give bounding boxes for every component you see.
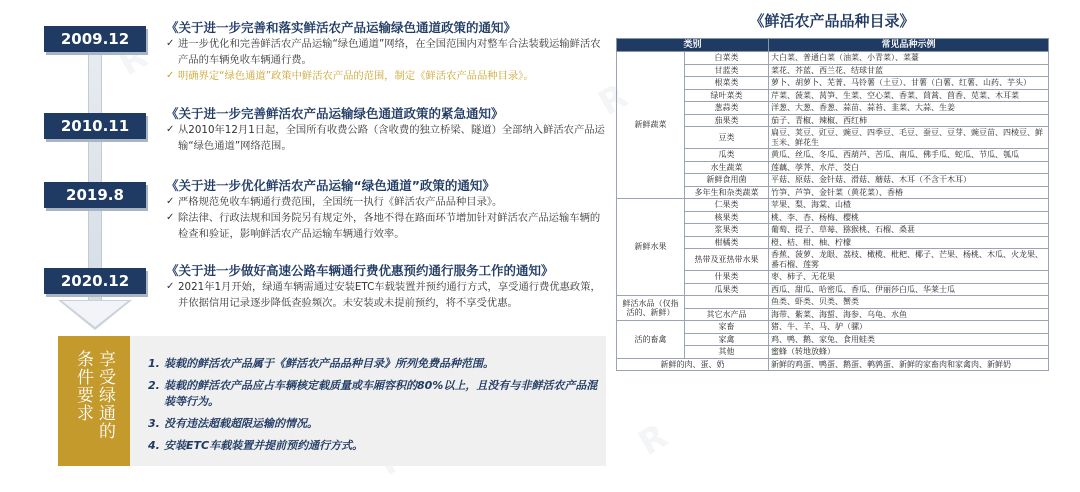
year-badge: 2010.11 [44,113,146,139]
subcategory-cell: 绿叶菜类 [685,89,769,102]
examples-cell: 洋葱、大葱、香葱、蒜苗、蒜苔、韭菜、大蒜、生姜 [769,102,1049,115]
subcategory-cell: 核果类 [685,211,769,224]
check-icon: ✓ [166,70,175,81]
event-item: ✓ 进一步优化和完善鲜活农产品运输“绿色通道”网络，在全国范围内对整车合法装载运输鲜活农产品的车辆免收车辆通行费。 [166,38,601,66]
conditions-label [58,336,130,466]
header-examples: 常见品种示例 [769,39,1049,52]
category-cell: 活的畜禽 [617,321,685,359]
conditions-label-line2: 条件要求 [73,350,93,422]
check-icon: ✓ [166,196,175,207]
subcategory-cell: 热带及亚热带水果 [685,249,769,271]
event-title: 《关于进一步做好高速公路车辆通行费优惠预约通行服务工作的通知》 [166,263,554,278]
subcategory-cell: 甘蓝类 [685,64,769,77]
examples-cell: 大白菜、普通白菜（油菜、小青菜）、菜薹 [769,52,1049,65]
examples-cell: 萝卜、胡萝卜、芜菁、马铃薯（土豆）、甘薯（白薯、红薯、山药、芋头） [769,77,1049,90]
event-item: ✓ 从2010年12月1日起，全国所有收费公路（含收费的独立桥梁、隧道）全部纳入鲜活农产品运输“绿色通道”网络范围。 [166,124,605,152]
watermark: R [591,76,635,124]
subcategory-cell: 其它水产品 [685,308,769,321]
watermark: R [111,36,155,84]
examples-cell: 鱼类、虾类、贝类、蟹类 [769,296,1049,309]
table-header-row [617,39,1049,52]
examples-cell: 枣、柿子、无花果 [769,271,1049,284]
check-icon: ✓ [166,124,175,135]
subcategory-cell: 瓜果类 [685,283,769,296]
examples-cell: 扁豆、荚豆、豇豆、豌豆、四季豆、毛豆、蚕豆、豆芽、豌豆苗、四棱豆、鲜玉米、鲜花生 [769,127,1049,149]
examples-cell: 香蕉、菠萝、龙眼、荔枝、橄榄、枇杷、椰子、芒果、杨桃、木瓜、火龙果、番石榴、莲雾 [769,249,1049,271]
timeline-event [166,20,606,84]
event-title: 《关于进一步优化鲜活农产品运输“绿色通道”政策的通知》 [166,178,495,193]
subcategory-cell [685,296,769,309]
subcategory-cell: 根菜类 [685,77,769,90]
examples-cell: 鸡、鸭、鹅、家兔、食用蛙类 [769,333,1049,346]
event-item: ✓ 严格规范免收车辆通行费范围，全国统一执行《鲜活农产品品种目录》。 [166,196,503,208]
examples-cell: 海带、紫菜、海蜇、海参、乌龟、水鱼 [769,308,1049,321]
condition-item: 4. 安装ETC车载装置并提前预约通行方式。 [148,439,364,452]
examples-cell: 苹果、梨、海棠、山楂 [769,199,1049,212]
examples-cell: 西瓜、甜瓜、哈密瓜、香瓜、伊丽莎白瓜、华莱士瓜 [769,283,1049,296]
condition-item: 1. 装载的鲜活农产品属于《鲜活农产品品种目录》所列免费品种范围。 [148,357,494,370]
subcategory-cell: 其他 [685,346,769,359]
examples-cell: 蜜蜂（转地放蜂） [769,346,1049,359]
subcategory-cell: 水生蔬菜 [685,161,769,174]
event-title: 《关于进一步完善和落实鲜活农产品运输绿色通道政策的通知》 [166,20,517,35]
check-icon: ✓ [166,281,175,292]
examples-cell: 猪、牛、羊、马、驴（骡） [769,321,1049,334]
subcategory-cell: 豆类 [685,127,769,149]
subcategory-cell: 柑橘类 [685,236,769,249]
subcategory-cell: 浆果类 [685,224,769,237]
examples-cell: 竹笋、芦笋、金针菜（黄花菜）、香椿 [769,186,1049,199]
event-item: ✓ 除法律、行政法规和国务院另有规定外，各地不得在路面环节增加针对鲜活农产品运输车辆的检查和验证，影响鲜活农产品运输车辆通行效率。 [166,212,601,240]
examples-cell: 莲藕、荸荠、水芹、茭白 [769,161,1049,174]
subcategory-cell: 家禽 [685,333,769,346]
catalog-panel [616,0,1080,492]
examples-cell: 橙、桔、柑、柚、柠檬 [769,236,1049,249]
catalog-table [616,38,1049,371]
conditions-label-line1: 享受绿通的 [95,350,115,440]
year-badge: 2019.8 [44,182,146,208]
condition-item: 3. 没有违法超载超限运输的情况。 [148,417,318,430]
table-row [617,321,1049,334]
conditions-list [148,356,598,460]
timeline-event [166,178,606,242]
event-title: 《关于进一步完善鲜活农产品运输绿色通道政策的紧急通知》 [166,106,504,121]
header-category: 类别 [617,39,769,52]
subcategory-cell: 多年生和杂类蔬菜 [685,186,769,199]
table-row [617,52,1049,65]
subcategory-cell: 家畜 [685,321,769,334]
subcategory-cell: 茄果类 [685,114,769,127]
catalog-title: 《鲜活农产品品种目录》 [749,12,915,30]
year-badge: 2020.12 [44,268,146,294]
subcategory-cell: 新鲜食用菌 [685,174,769,187]
check-icon: ✓ [166,212,175,223]
watermark: R [631,416,675,464]
examples-cell: 黄瓜、丝瓜、冬瓜、西葫芦、苦瓜、南瓜、佛手瓜、蛇瓜、节瓜、瓠瓜 [769,149,1049,162]
event-item: ✓ 2021年1月开始，绿通车辆需通过安装ETC车载装置并预约通行方式，享受通行费优惠政策，并依据信用记录逐步降低查验频次。未安装或未提前预约，将不享受优惠。 [166,281,601,309]
subcategory-cell: 瓜类 [685,149,769,162]
check-icon: ✓ [166,38,175,49]
subcategory-cell: 仁果类 [685,199,769,212]
timeline-event [166,263,606,311]
subcategory-cell: 什果类 [685,271,769,284]
examples-cell: 葡萄、提子、草莓、猕猴桃、石榴、桑葚 [769,224,1049,237]
subcategory-cell: 白菜类 [685,52,769,65]
examples-cell: 新鲜的鸡蛋、鸭蛋、鹅蛋、鹌鹑蛋、新鲜的家畜肉和家禽肉、新鲜奶 [769,358,1049,371]
table-row [617,358,1049,371]
examples-cell: 茄子、青椒、辣椒、西红柿 [769,114,1049,127]
event-item-highlight: ✓ 明确界定“绿色通道”政策中鲜活农产品的范围，制定《鲜活农产品品种目录》。 [166,70,534,82]
examples-cell: 平菇、原菇、金针菇、滑菇、蘑菇、木耳（不含干木耳） [769,174,1049,187]
examples-cell: 桃、李、杏、杨梅、樱桃 [769,211,1049,224]
subcategory-cell: 葱蒜类 [685,102,769,115]
table-row [617,199,1049,212]
timeline-event [166,106,606,154]
category-cell: 新鲜蔬菜 [617,52,685,199]
category-cell: 新鲜的肉、蛋、奶 [617,358,769,371]
year-badge: 2009.12 [44,26,146,52]
table-row [617,296,1049,309]
examples-cell: 芹菜、菠菜、莴笋、生菜、空心菜、香菜、茼蒿、茴香、苋菜、木耳菜 [769,89,1049,102]
condition-item: 2. 装载的鲜活农产品应占车辆核定载质量或车厢容积的80%以上，且没有与非鲜活农产品混装等行为。 [148,379,598,408]
examples-cell: 菜花、芥蓝、西兰花、结球甘蓝 [769,64,1049,77]
category-cell: 新鲜水果 [617,199,685,296]
category-cell: 鲜活水品（仅指活的、新鲜） [617,296,685,321]
timeline-arrow-inner [62,301,128,327]
